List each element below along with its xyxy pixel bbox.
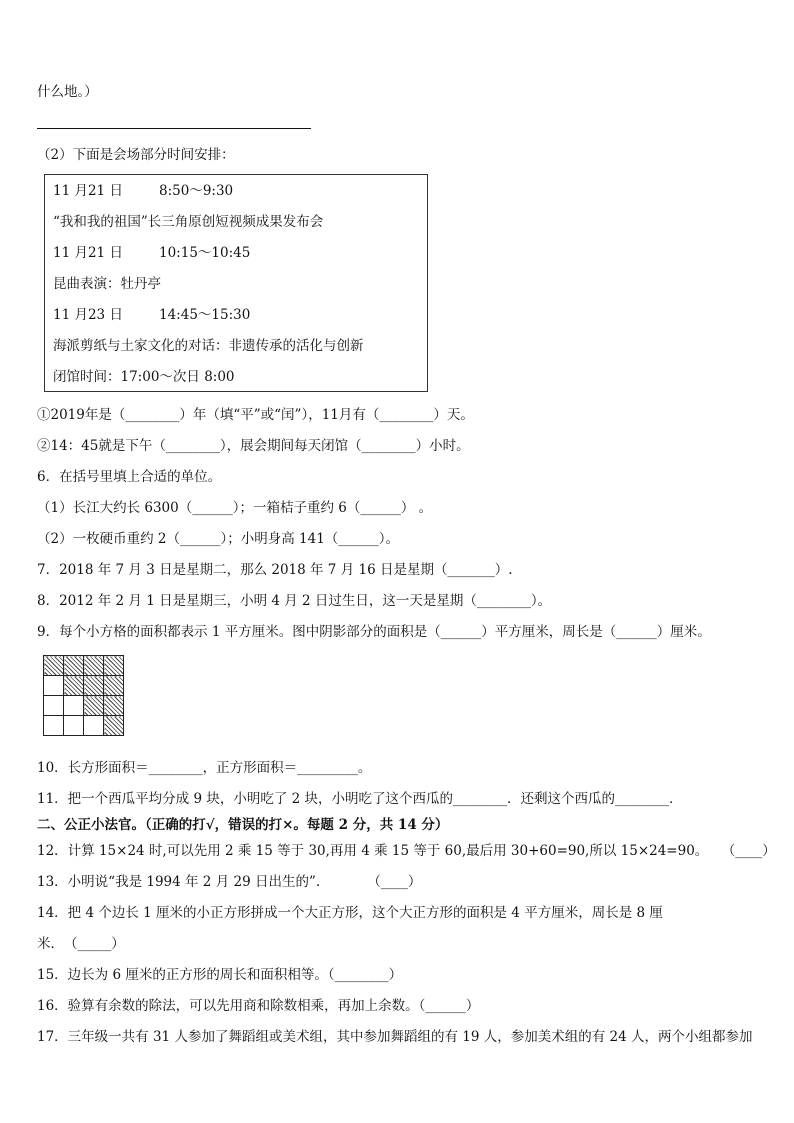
grid-cell-shaded: [104, 716, 124, 736]
schedule-time: 14:45～15:30: [159, 307, 251, 323]
grid-cell-shaded: [44, 656, 64, 676]
question-line: 14．把 4 个边长 1 厘米的小正方形拼成一个大正方形，这个大正方形的面积是 4 平方厘米，周长是 8 厘: [37, 905, 663, 921]
schedule-time: 10:15～10:45: [159, 245, 251, 261]
schedule-time: 8:50～9:30: [159, 183, 234, 199]
schedule-date: 11 月23 日: [53, 307, 123, 323]
grid-cell: [44, 696, 64, 716]
grid-cell-shaded: [104, 696, 124, 716]
question-line: 7．2018 年 7 月 3 日是星期二，那么 2018 年 7 月 16 日是星期（_______）.: [37, 562, 513, 578]
schedule-row: [53, 305, 251, 325]
grid-cell-shaded: [84, 676, 104, 696]
shaded-grid-figure: [43, 655, 124, 736]
schedule-row: [53, 181, 234, 201]
grid-cell: [44, 716, 64, 736]
schedule-row: [53, 243, 251, 263]
question-line: 10．长方形面积＝________，正方形面积＝_________。: [37, 760, 372, 776]
grid-cell-shaded: [64, 676, 84, 696]
section-heading: 二、公正小法官。（正确的打√，错误的打×。每题 2 分，共 14 分）: [37, 817, 449, 833]
grid-cell-shaded: [84, 696, 104, 716]
question-line: 8．2012 年 2 月 1 日是星期三，小明 4 月 2 日过生日，这一天是星期（________）。: [37, 593, 552, 609]
grid-cell-shaded: [104, 676, 124, 696]
question-line: 16．验算有余数的除法，可以先用商和除数相乘，再加上余数。（______）: [37, 998, 480, 1014]
schedule-date: 11 月21 日: [53, 245, 123, 261]
question-line: （2）一枚硬币重约 2（______）；小明身高 141（______）。: [37, 531, 400, 547]
question-line: 15．边长为 6 厘米的正方形的周长和面积相等。（________）: [37, 967, 403, 983]
answer-underline: [37, 128, 311, 129]
question-line: 12．计算 15×24 时,可以先用 2 乘 15 等于 30,再用 4 乘 15 等于 60,最后用 30+60=90,所以 15×24=90。 （____）: [37, 843, 776, 859]
grid-cell-shaded: [64, 656, 84, 676]
schedule-event: 昆曲表演：牡丹亭: [53, 276, 161, 292]
grid-cell-shaded: [84, 656, 104, 676]
schedule-event: 海派剪纸与土家文化的对话：非遗传承的活化与创新: [53, 338, 364, 354]
question-line: ①2019年是（________）年（填“平”或“闰”），11月有（________）天。: [37, 407, 474, 423]
question-line: 11．把一个西瓜平均分成 9 块，小明吃了 2 块，小明吃了这个西瓜的________．还剩这个西瓜的________．: [37, 791, 683, 807]
schedule-box: [44, 174, 428, 392]
grid-cell: [44, 676, 64, 696]
question-line: （1）长江大约长 6300（______）；一箱桔子重约 6（______） 。: [37, 500, 433, 516]
grid-cell: [84, 716, 104, 736]
grid-cell-shaded: [104, 656, 124, 676]
question-line: 13．小明说“我是 1994 年 2 月 29 日出生的”. （____）: [37, 874, 422, 890]
question-line: 6．在括号里填上合适的单位。: [37, 469, 222, 485]
text-line: （2）下面是会场部分时间安排：: [37, 147, 235, 163]
question-line: ②14：45就是下午（________），展会期间每天闭馆（________）小时。: [37, 438, 470, 454]
question-line: 9．每个小方格的面积都表示 1 平方厘米。图中阴影部分的面积是（______）平方厘米，周长是（______）厘米。: [37, 624, 711, 640]
schedule-date: 11 月21 日: [53, 183, 123, 199]
question-line: 米． （_____）: [37, 936, 125, 952]
schedule-event: “我和我的祖国”长三角原创短视频成果发布会: [53, 214, 324, 230]
question-line: 17．三年级一共有 31 人参加了舞蹈组或美术组，其中参加舞蹈组的有 19 人，参加美术组的有 24 人，两个小组都参加: [37, 1029, 753, 1045]
text-line: 什么地。）: [37, 84, 98, 100]
schedule-closing: 闭馆时间：17:00～次日 8:00: [53, 369, 235, 385]
grid-cell: [64, 696, 84, 716]
grid-cell: [64, 716, 84, 736]
